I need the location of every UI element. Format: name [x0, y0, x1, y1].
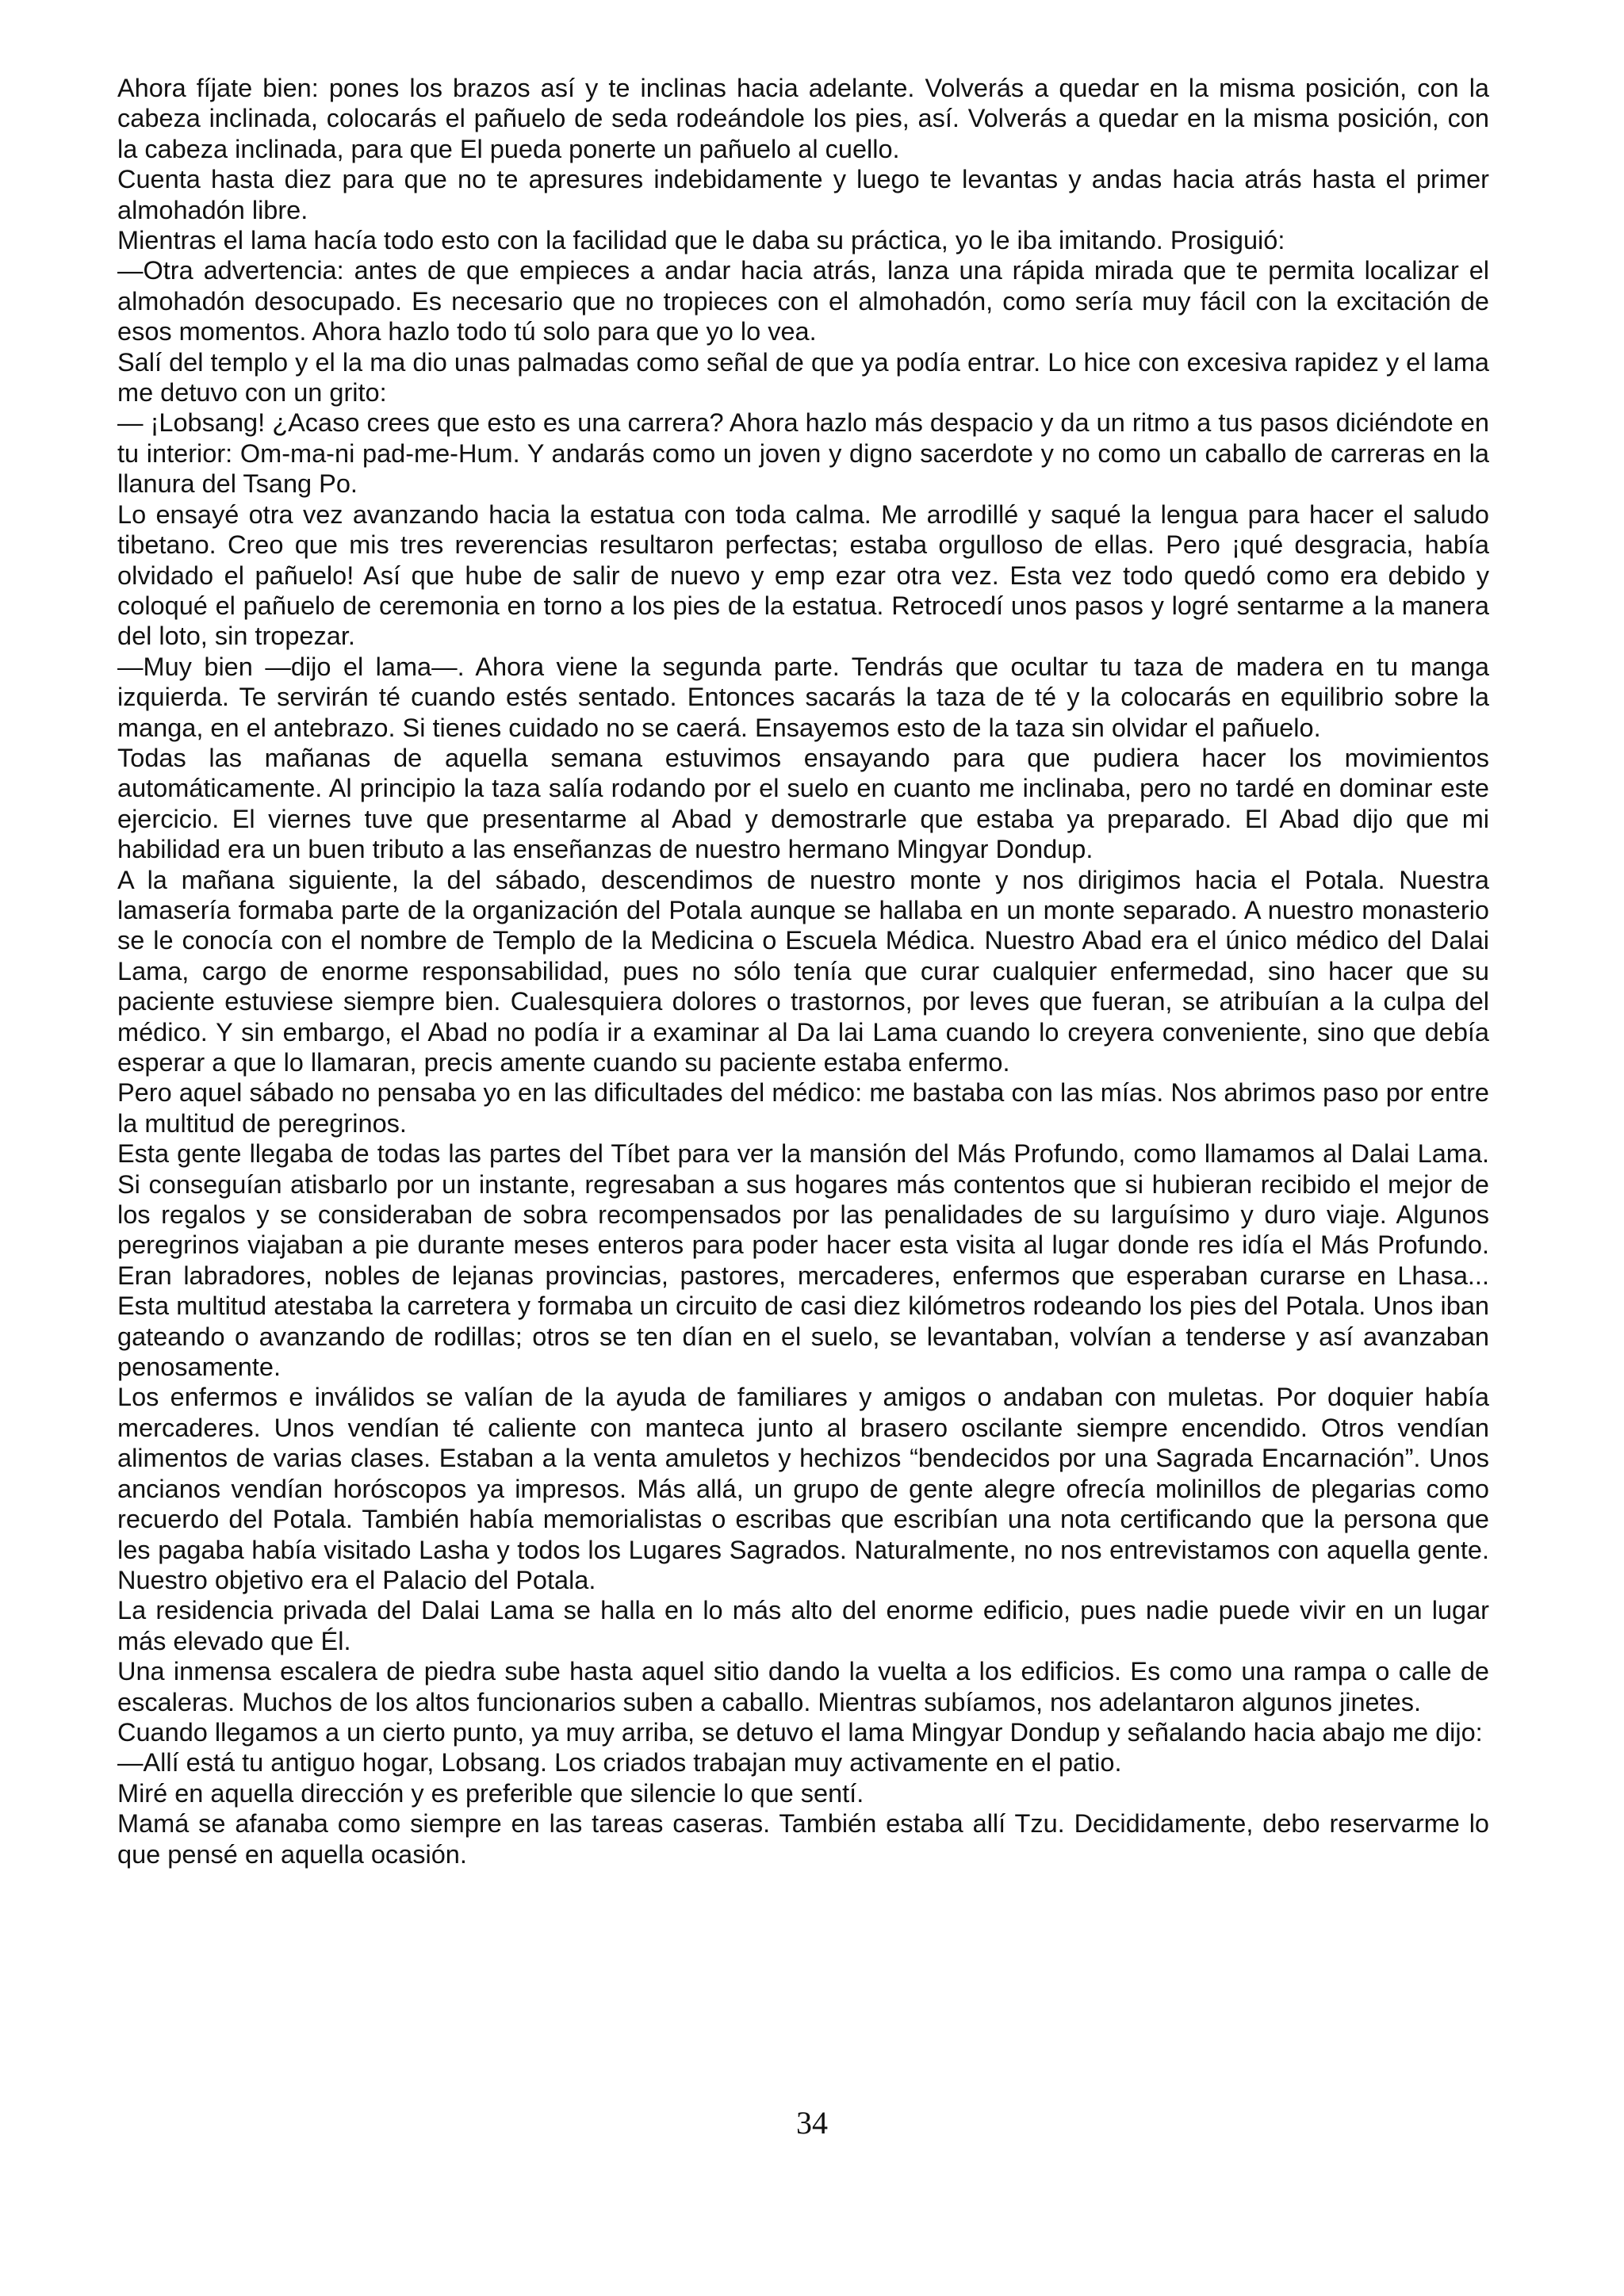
- paragraph-9: Todas las mañanas de aquella semana estuvimos ensayando para que pudiera hacer los movimientos automáticamente. Al principio la taza salía rodando por el suelo en cuanto me inclinaba, pero no tardé en dominar este ejercicio. El viernes tuve que presentarme al Abad y demostrarle que estaba ya preparado. El Abad dijo que mi habilidad era un buen tributo a las enseñanzas de nuestro hermano Mingyar Dondup.: [117, 743, 1489, 864]
- paragraph-15: Una inmensa escalera de piedra sube hasta aquel sitio dando la vuelta a los edificios. Es como una rampa o calle de escaleras. Muchos de los altos funcionarios suben a caballo. Mientras subíamos, nos adelantaron algunos jinetes.: [117, 1657, 1489, 1716]
- body-text: [117, 73, 1489, 1869]
- paragraph-8: —Muy bien —dijo el lama—. Ahora viene la segunda parte. Tendrás que ocultar tu taza de madera en tu manga izquierda. Te servirán té cuando estés sentado. Entonces sacarás la taza de té y la colocarás en equilibrio sobre la manga, en el antebrazo. Si tienes cuidado no se caerá. Ensayemos esto de la taza sin olvidar el pañuelo.: [117, 652, 1489, 742]
- paragraph-4: —Otra advertencia: antes de que empieces a andar hacia atrás, lanza una rápida mirada que te permita localizar el almohadón desocupado. Es necesario que no tropieces con el almohadón, como sería muy fácil con la excitación de esos momentos. Ahora hazlo todo tú solo para que yo lo vea.: [117, 256, 1489, 346]
- paragraph-14: La residencia privada del Dalai Lama se halla en lo más alto del enorme edificio, pues nadie puede vivir en un lugar más elevado que Él.: [117, 1596, 1489, 1655]
- paragraph-5: Salí del templo y el la ma dio unas palmadas como señal de que ya podía entrar. Lo hice con excesiva rapidez y el lama me detuvo con un grito:: [117, 347, 1489, 408]
- page-number: 34: [796, 2105, 828, 2141]
- paragraph-11: Pero aquel sábado no pensaba yo en las dificultades del médico: me bastaba con las mías. Nos abrimos paso por entre la multitud de peregrinos.: [117, 1078, 1489, 1138]
- paragraph-7: Lo ensayé otra vez avanzando hacia la estatua con toda calma. Me arrodillé y saqué la lengua para hacer el saludo tibetano. Creo que mis tres reverencias resultaron perfectas; estaba orgulloso de ellas. Pero ¡qué desgracia, había olvidado el pañuelo! Así que hube de salir de nuevo y emp ezar otra vez. Esta vez todo quedó como era debido y coloqué el pañuelo de ceremonia en torno a los pies de la estatua. Retrocedí unos pasos y logré sentarme a la manera del loto, sin tropezar.: [117, 499, 1489, 651]
- paragraph-10: A la mañana siguiente, la del sábado, descendimos de nuestro monte y nos dirigimos hacia el Potala. Nuestra lamasería formaba parte de la organización del Potala aunque se hallaba en un monte separado. A nuestro monasterio se le conocía con el nombre de Templo de la Medicina o Escuela Médica. Nuestro Abad era el único médico del Dalai Lama, cargo de enorme responsabilidad, pues no sólo tenía que curar cualquier enfermedad, sino hacer que su paciente estuviese siempre bien. Cualesquiera dolores o trastornos, por leves que fueran, se atribuían a la culpa del médico. Y sin embargo, el Abad no podía ir a examinar al Da lai Lama cuando lo creyera conveniente, sino que debía esperar a que lo llamaran, precis amente cuando su paciente estaba enfermo.: [117, 865, 1489, 1077]
- paragraph-12: Esta gente llegaba de todas las partes del Tíbet para ver la mansión del Más Profundo, como llamamos al Dalai Lama. Si conseguían atisbarlo por un instante, regresaban a sus hogares más contentos que si hubieran recibido el mejor de los regalos y se consideraban de sobra recompensados por las penalidades de su larguísimo y duro viaje. Algunos peregrinos viajaban a pie durante meses enteros para poder hacer esta visita al lugar donde res idía el Más Profundo. Eran labradores, nobles de lejanas provincias, pastores, mercaderes, enfermos que esperaban curarse en Lhasa... Esta multitud atestaba la carretera y formaba un circuito de casi diez kilómetros rodeando los pies del Potala. Unos iban gateando o avanzando de rodillas; otros se ten dían en el suelo, se levantaban, volvían a tenderse y así avanzaban penosamente.: [117, 1139, 1489, 1382]
- paragraph-3: Mientras el lama hacía todo esto con la facilidad que le daba su práctica, yo le iba imitando. Prosiguió:: [117, 226, 1285, 255]
- paragraph-19: Mamá se afanaba como siempre en las tareas caseras. También estaba allí Tzu. Decididamente, debo reservarme lo que pensé en aquella ocasión.: [117, 1809, 1489, 1869]
- paragraph-18: Miré en aquella dirección y es preferible que silencie lo que sentí.: [117, 1778, 864, 1808]
- paragraph-6: — ¡Lobsang! ¿Acaso crees que esto es una carrera? Ahora hazlo más despacio y da un ritmo a tus pasos diciéndote en tu interior: Om-ma-ni pad-me-Hum. Y andarás como un joven y digno sacerdote y no como un caballo de carreras en la llanura del Tsang Po.: [117, 408, 1489, 499]
- paragraph-2: Cuenta hasta diez para que no te apresures indebidamente y luego te levantas y andas hacia atrás hasta el primer almohadón libre.: [117, 165, 1489, 224]
- paragraph-17: —Allí está tu antiguo hogar, Lobsang. Los criados trabajan muy activamente en el patio.: [117, 1748, 1122, 1777]
- paragraph-13: Los enfermos e inválidos se valían de la ayuda de familiares y amigos o andaban con muletas. Por doquier había mercaderes. Unos vendían té caliente con manteca junto al brasero oscilante siempre encendido. Otros vendían alimentos de varias clases. Estaban a la venta amuletos y hechizos “bendecidos por una Sagrada Encarnación”. Unos ancianos vendían horóscopos ya impresos. Más allá, un grupo de gente alegre ofrecía molinillos de plegarias como recuerdo del Potala. También había memorialistas o escribas que escribían una nota certificando que la persona que les pagaba había visitado Lasha y todos los Lugares Sagrados. Naturalmente, no nos entrevistamos con aquella gente. Nuestro objetivo era el Palacio del Potala.: [117, 1383, 1489, 1594]
- paragraph-16: Cuando llegamos a un cierto punto, ya muy arriba, se detuvo el lama Mingyar Dondup y señalando hacia abajo me dijo:: [117, 1717, 1483, 1747]
- paragraph-1: Ahora fíjate bien: pones los brazos así y te inclinas hacia adelante. Volverás a quedar en la misma posición, con la cabeza inclinada, colocarás el pañuelo de seda rodeándole los pies, así. Volverás a quedar en la misma posición, con la cabeza inclinada, para que El pueda ponerte un pañuelo al cuello.: [117, 74, 1489, 163]
